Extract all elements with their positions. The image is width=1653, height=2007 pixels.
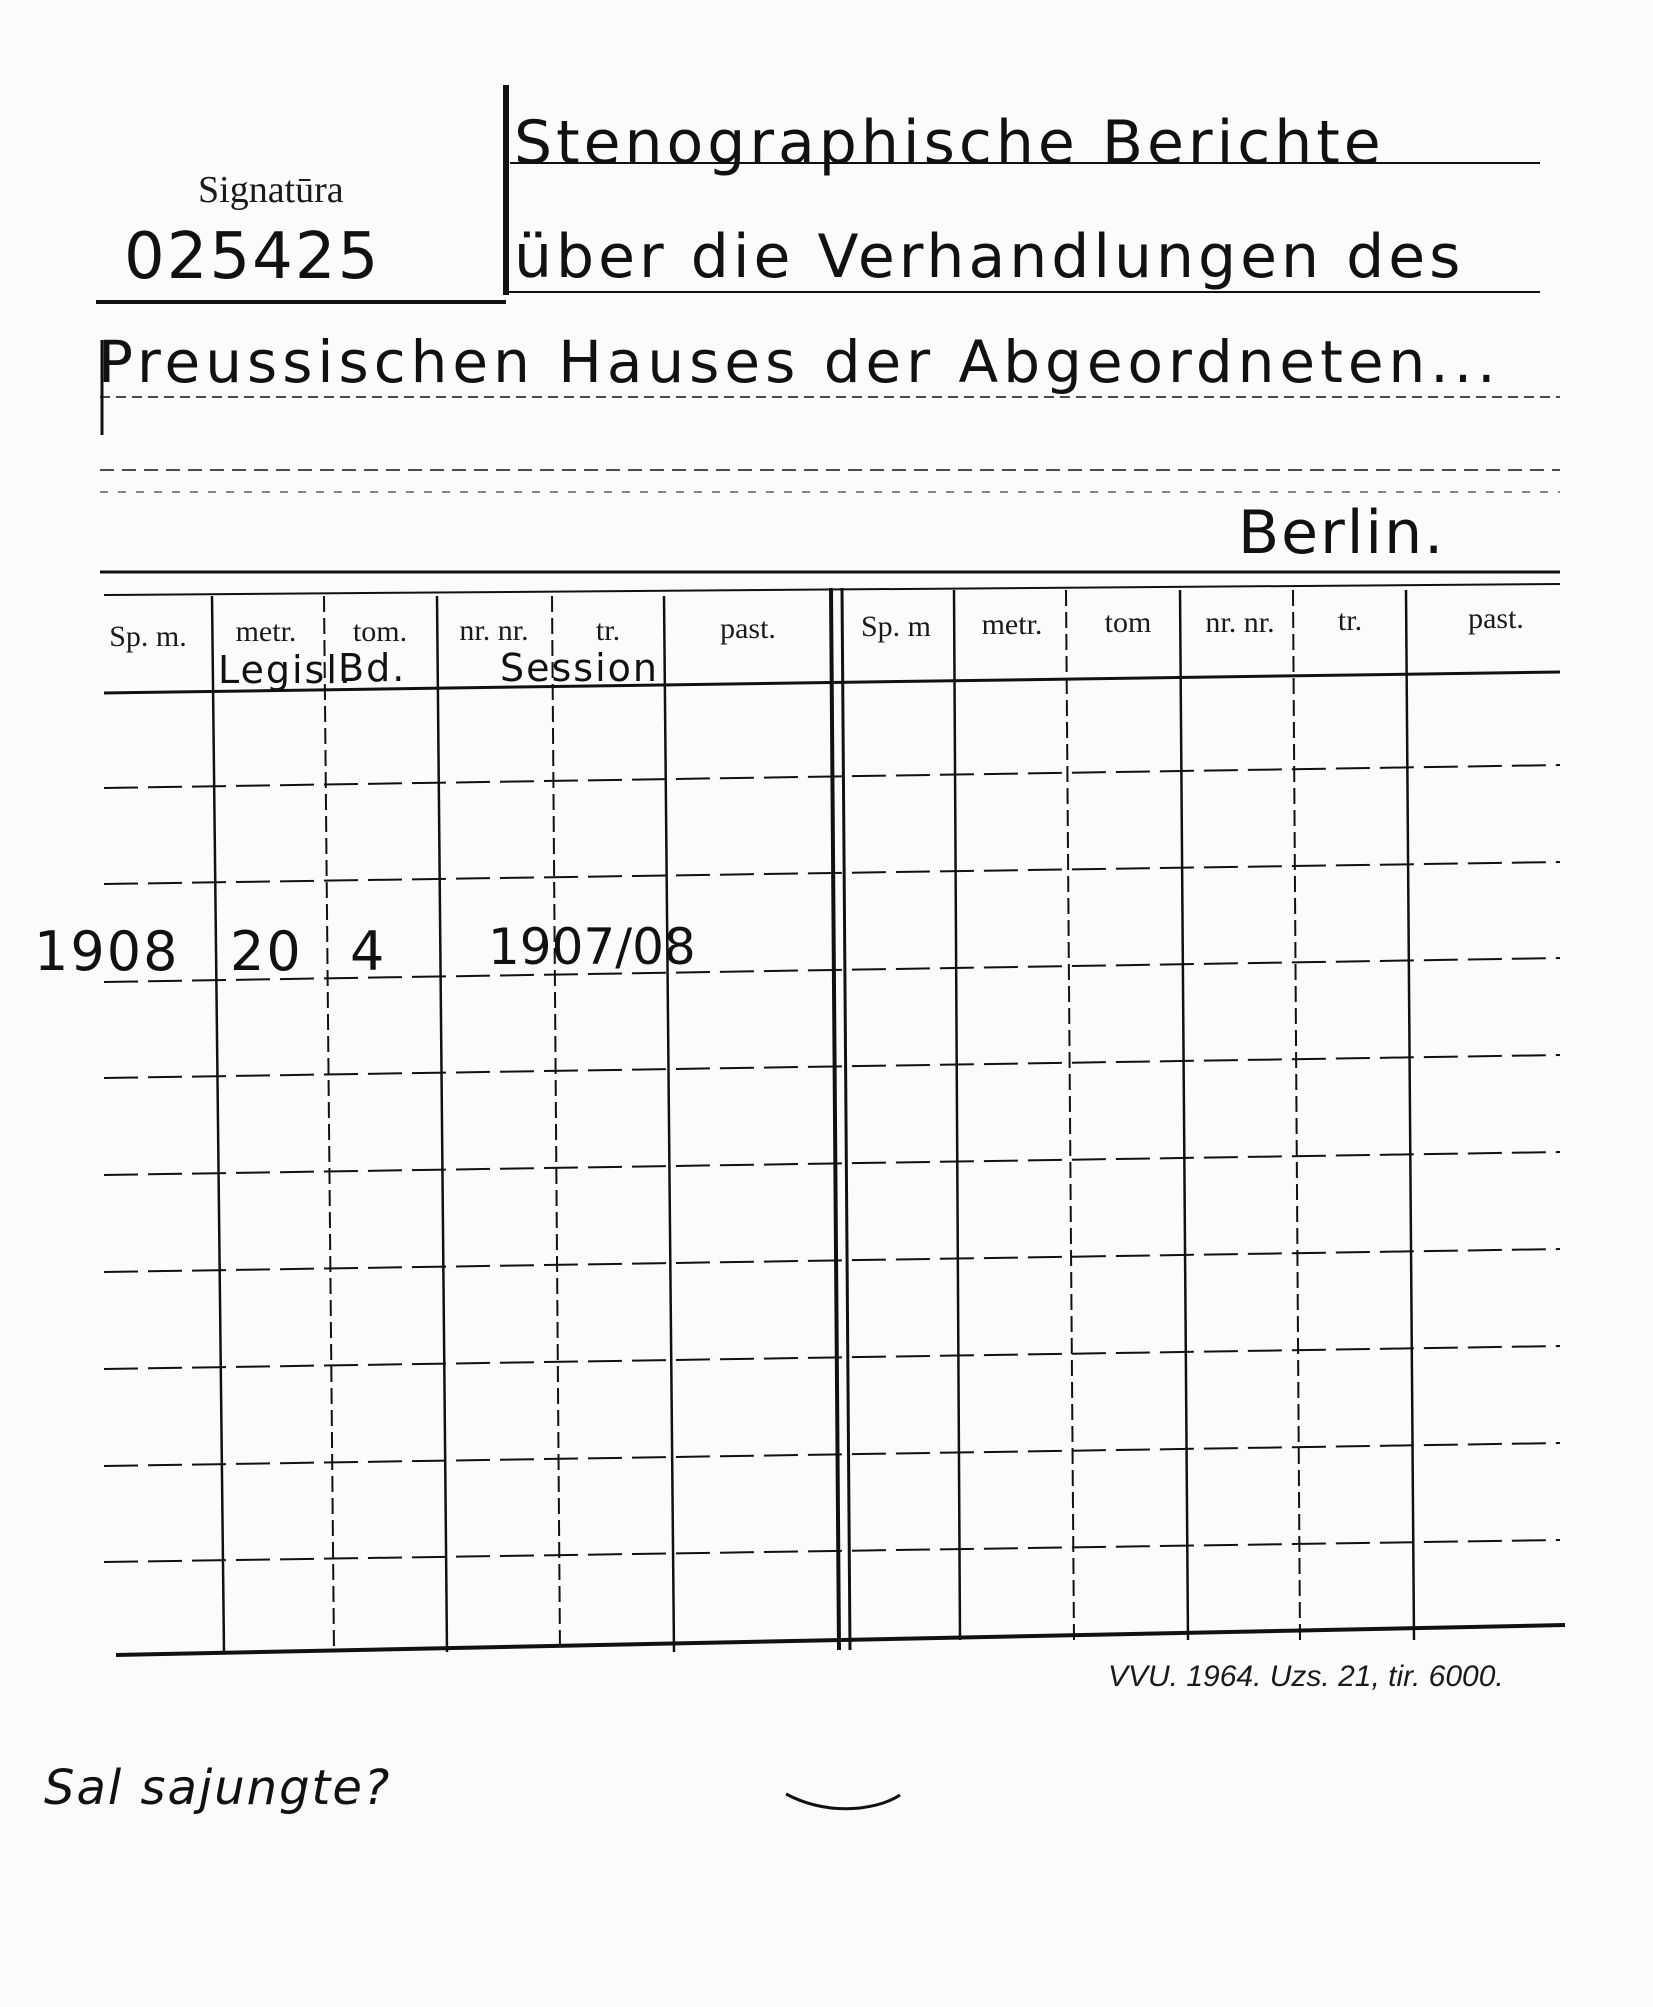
header-tr-left: tr. bbox=[595, 614, 621, 647]
header-nr-right: nr. nr. bbox=[1205, 606, 1275, 639]
signatura-label: Signatūra bbox=[198, 169, 344, 211]
handwritten-header-legisl: Legisl. bbox=[218, 648, 353, 692]
title-line-1: Stenographische Berichte bbox=[514, 108, 1385, 178]
header-metr-left: metr. bbox=[235, 615, 297, 648]
header-metr-right: metr. bbox=[981, 608, 1043, 641]
handwritten-header-session: Session bbox=[500, 646, 659, 690]
signatura-number: 025425 bbox=[124, 220, 381, 294]
title-line-2: über die Verhandlungen des bbox=[514, 222, 1465, 292]
row-legisl: 20 bbox=[230, 920, 303, 983]
header-sp-m-right: Sp. m bbox=[860, 610, 932, 643]
row-session: 1907/08 bbox=[488, 918, 696, 976]
place-of-publication: Berlin. bbox=[1238, 498, 1446, 568]
handwritten-note: Sal sajungte? bbox=[44, 1760, 392, 1816]
printer-imprint: VVU. 1964. Uzs. 21, tir. 6000. bbox=[1108, 1660, 1504, 1693]
header-sp-m-left: Sp. m. bbox=[109, 620, 187, 653]
header-past-right: past. bbox=[1468, 602, 1524, 635]
handwritten-header-bd: Bd. bbox=[338, 646, 407, 690]
title-line-3: Preussischen Hauses der Abgeordneten... bbox=[98, 328, 1501, 396]
row-bd: 4 bbox=[350, 920, 387, 983]
header-tr-right: tr. bbox=[1337, 604, 1363, 637]
header-nr-left: nr. nr. bbox=[459, 614, 529, 647]
header-tom-left: tom. bbox=[352, 615, 408, 648]
row-year: 1908 bbox=[34, 920, 180, 983]
header-past-left: past. bbox=[720, 612, 776, 645]
header-tom-right: tom bbox=[1104, 606, 1152, 639]
